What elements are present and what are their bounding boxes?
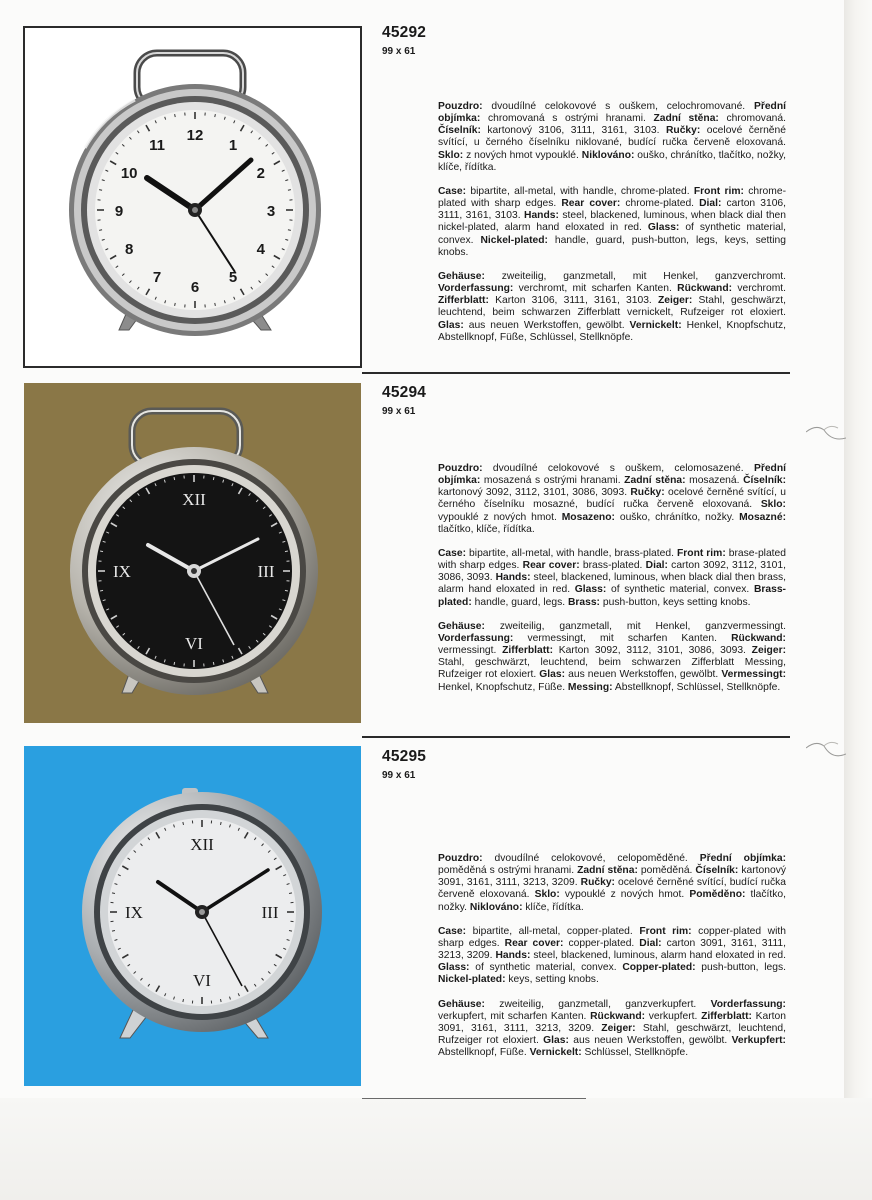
dial-tick: [99, 190, 102, 191]
spec-label: Pouzdro:: [438, 101, 483, 112]
dial-numeral: 4: [256, 241, 265, 258]
spec-text: handle, guard, push-button, legs, keys, setting knobs.: [438, 234, 786, 258]
description-paragraph: [438, 186, 786, 259]
dial-tick: [99, 230, 102, 231]
dial-tick: [221, 999, 222, 1002]
dial-tick: [100, 551, 103, 552]
spec-label: Mosazné:: [739, 511, 786, 523]
spec-text: ocelové černěné svítící, u černého číselníku mosazné, budící ručka červeně eloxovaná.: [438, 487, 786, 511]
product-description: [438, 101, 786, 356]
dial-numeral: 3: [266, 203, 276, 220]
section-divider: [362, 372, 790, 374]
dial-numeral: 5: [228, 268, 238, 286]
dial-tick: [215, 303, 216, 306]
dial-numeral: XII: [182, 490, 206, 509]
spec-text: zweiteilig, ganzmetall, ganzverkupfert.: [484, 998, 711, 1010]
description-paragraph: [438, 101, 786, 174]
dial-tick: [213, 477, 214, 480]
spec-label: Copper-plated:: [622, 962, 696, 974]
spec-text: steel, blackened, luminous, when black dial then brass, alarm hand eloxated in red.: [438, 572, 786, 596]
description-paragraph: [438, 621, 786, 694]
dial-tick: [215, 114, 216, 117]
dial-numeral: VI: [185, 634, 203, 653]
spec-label: Rückwand:: [677, 283, 733, 295]
spec-text: verchromt, mit scharfen Kanten.: [513, 283, 678, 295]
spec-text: Karton 3092, 3112, 3101, 3086, 3093.: [553, 645, 752, 657]
spec-label: Zifferblatt:: [502, 645, 554, 657]
product-photo-45292: [23, 26, 362, 368]
spec-label: Zadní stěna:: [653, 113, 719, 125]
spec-text: carton 3092, 3112, 3101, 3086, 3093.: [438, 560, 786, 584]
dial-numeral: IX: [125, 903, 143, 922]
description-paragraph: [438, 853, 786, 914]
spec-text: Abstellknopf, Füße.: [438, 1047, 530, 1059]
spec-label: Mosazeno:: [561, 511, 615, 523]
model-size: 99 x 61: [382, 46, 416, 57]
spec-label: Case:: [438, 547, 467, 559]
dial-tick: [100, 590, 103, 591]
spec-text: Abstellknopf, Schlüssel, Stellknöpfe.: [612, 681, 781, 693]
dial-tick: [112, 931, 115, 932]
spec-text: copper-plated with sharp edges.: [438, 925, 786, 949]
dial-numeral: 11: [149, 137, 165, 155]
spec-label: Sklo:: [760, 499, 786, 511]
dial-tick: [175, 303, 176, 306]
spec-text: ouško, chránítko, tlačítko, nožky, klíče, řídítka.: [438, 149, 786, 173]
spec-label: Glas:: [438, 319, 464, 331]
spec-text: handle, guard, legs.: [471, 596, 568, 608]
spec-text: z nových hmot vypouklé.: [463, 149, 582, 161]
punch-hole-notch: [806, 738, 846, 768]
spec-text: of synthetic material, convex.: [438, 222, 786, 246]
spec-text: chromovaná s ostrými hranami.: [480, 113, 654, 125]
dial-tick: [221, 822, 222, 825]
spec-label: Rear cover:: [522, 560, 580, 572]
dial-tick: [289, 893, 292, 894]
dial-tick: [183, 999, 184, 1002]
spec-label: Číselník:: [438, 125, 481, 137]
spec-label: Hands:: [495, 572, 531, 584]
dial-numeral: IX: [113, 562, 131, 581]
spec-label: Číselník:: [743, 475, 787, 487]
spec-text: Henkel, Knopfschutz, Füße.: [438, 681, 568, 693]
spec-label: Hands:: [495, 950, 531, 962]
spec-text: dvoudílné celokovové s ouškem, celomosazené.: [482, 463, 754, 474]
spec-text: brass-plated.: [579, 560, 646, 572]
dial-tick: [112, 893, 115, 894]
spec-text: Karton 3106, 3111, 3161, 3103.: [488, 295, 658, 307]
spec-text: poměděná s ostrými hranami.: [438, 865, 578, 877]
spec-label: Front rim:: [639, 925, 692, 937]
spec-label: Sklo:: [438, 149, 464, 161]
spec-text: chrome-plated.: [620, 198, 700, 210]
spec-label: Ručky:: [665, 125, 701, 137]
product-description: [438, 463, 786, 706]
spec-label: Pouzdro:: [438, 463, 483, 474]
spec-label: Glas:: [543, 1035, 569, 1047]
description-paragraph: [438, 463, 786, 536]
dial-tick: [174, 477, 175, 480]
spec-label: Vernickelt:: [529, 1047, 582, 1059]
copper-alarm-clock: [24, 746, 361, 1086]
spec-label: Rear cover:: [561, 198, 621, 210]
spec-label: Rückwand:: [590, 1010, 646, 1022]
spec-label: Přední objímka:: [699, 853, 786, 864]
spec-text: ouško, chránítko, nožky.: [614, 511, 740, 523]
spec-label: Case:: [438, 185, 467, 197]
spec-text: tlačítko, nožky.: [438, 889, 786, 913]
dial-tick: [213, 662, 214, 665]
product-photo-45295: [24, 746, 361, 1086]
spec-label: Pouzdro:: [438, 853, 483, 864]
description-paragraph: [438, 926, 786, 987]
spec-label: Dial:: [645, 560, 668, 572]
spec-label: Gehäuse:: [438, 620, 485, 632]
spec-label: Vermessingt:: [721, 669, 786, 681]
dial-tick: [174, 662, 175, 665]
spec-text: steel, blackened, luminous, when black dial then nickel-plated, alarm hand eloxated in red.: [438, 210, 787, 234]
spec-text: dvoudílné celokovové, celopoměděné.: [482, 853, 700, 864]
spec-text: chrome-plated with sharp edges.: [438, 185, 786, 210]
spec-label: Vorderfassung:: [438, 283, 514, 295]
spec-label: Zadní stěna:: [624, 475, 686, 487]
spec-text: vermessingt, mit scharfen Kanten.: [513, 632, 732, 644]
spec-label: Brass:: [567, 596, 600, 608]
brass-alarm-clock: [24, 383, 361, 723]
section-divider: [362, 736, 790, 738]
spec-label: Přední objímka:: [438, 101, 786, 125]
dial-numeral: 6: [190, 279, 200, 296]
spec-label: Zeiger:: [657, 295, 693, 307]
spec-text: mosazená.: [685, 475, 744, 487]
spec-label: Gehäuse:: [438, 998, 485, 1010]
spec-text: copper-plated.: [563, 937, 640, 949]
dial-numeral: 7: [152, 268, 162, 286]
spec-text: mosazená s ostrými hranami.: [480, 475, 625, 487]
spec-text: of synthetic material, convex.: [469, 962, 623, 974]
spec-text: brase-plated with sharp edges.: [438, 547, 786, 572]
spec-text: bipartite, all-metal, copper-plated.: [466, 925, 640, 937]
spec-label: Glass:: [647, 222, 680, 234]
dial-numeral: XII: [190, 835, 214, 854]
model-size: 99 x 61: [382, 770, 416, 781]
spec-label: Zadní stěna:: [577, 865, 638, 877]
spec-label: Ručky:: [630, 487, 665, 499]
spec-label: Glass:: [574, 584, 607, 596]
spec-text: tlačítko, klíče, řídítka.: [438, 523, 535, 535]
spec-label: Zeiger:: [601, 1022, 636, 1034]
dial-numeral: VI: [193, 971, 211, 990]
spec-text: kartonový 3091, 3161, 3111, 3213, 3209.: [438, 865, 786, 889]
spec-label: Glas:: [539, 669, 566, 681]
spec-text: aus neuen Werkstoffen, gewölbt.: [463, 319, 630, 331]
spec-text: push-button, legs.: [695, 962, 786, 974]
dial-tick: [285, 590, 288, 591]
spec-text: chromovaná.: [718, 113, 786, 125]
spec-text: steel, blackened, luminous, alarm hand eloxated in red.: [530, 950, 786, 962]
spec-label: Nickel-plated:: [438, 974, 506, 986]
dial-numeral: 2: [256, 165, 265, 182]
product-description: [438, 853, 786, 1071]
spec-text: keys, setting knobs.: [505, 974, 599, 986]
spec-label: Zeiger:: [751, 645, 787, 657]
spec-label: Vernickelt:: [629, 319, 682, 331]
description-paragraph: [438, 999, 786, 1060]
spec-label: Vorderfassung:: [438, 632, 514, 644]
model-number: 45295: [382, 748, 427, 765]
spec-text: bipartite, all-metal, with handle, brass-plated.: [466, 547, 677, 559]
spec-text: Henkel, Knopfschutz, Abstellknopf, Füße, Schlüssel, Stellknöpfe.: [438, 319, 786, 343]
spec-text: carton 3106, 3111, 3161, 3103.: [438, 198, 787, 222]
spec-text: verkupfert, mit scharfen Kanten.: [438, 1010, 591, 1022]
spec-label: Rear cover:: [504, 937, 564, 949]
spec-label: Rückwand:: [731, 632, 786, 644]
spec-label: Niklováno:: [581, 149, 635, 161]
spec-label: Zifferblatt:: [438, 295, 489, 307]
spec-text: carton 3091, 3161, 3111, 3213, 3209.: [438, 937, 786, 962]
spec-label: Číselník:: [695, 865, 739, 877]
spec-text: vermessingt.: [438, 645, 503, 657]
spec-text: verchromt.: [732, 283, 786, 295]
spec-label: Zifferblatt:: [701, 1010, 752, 1022]
spec-label: Messing:: [567, 681, 613, 693]
dial-numeral: 12: [186, 127, 204, 144]
model-size: 99 x 61: [382, 406, 416, 417]
spec-label: Front rim:: [693, 185, 744, 197]
spec-text: ocelové černěné svítící, u černého číselníku niklované, budící ručka červeně eloxovaná.: [438, 125, 786, 149]
dial-numeral: III: [257, 562, 275, 581]
dial-numeral: 8: [125, 241, 134, 258]
dial-tick: [183, 822, 184, 825]
chrome-alarm-clock: [25, 28, 360, 366]
model-number: 45294: [382, 384, 427, 401]
model-number: 45292: [382, 24, 427, 41]
spec-text: poměděná.: [637, 865, 696, 877]
spec-label: Front rim:: [676, 547, 726, 559]
spec-label: Verkupfert:: [731, 1035, 786, 1047]
spec-text: klíče, řídítka.: [522, 901, 584, 913]
spec-text: verkupfert.: [645, 1010, 702, 1022]
page-bottom-margin: [0, 1098, 872, 1200]
spec-label: Ručky:: [580, 877, 615, 889]
spec-label: Niklováno:: [469, 901, 523, 913]
page-edge: [844, 0, 872, 1200]
spec-label: Sklo:: [534, 889, 560, 901]
spec-label: Hands:: [524, 210, 559, 222]
spec-label: Dial:: [639, 937, 662, 949]
punch-hole-notch: [806, 418, 846, 448]
spec-text: dvoudílné celokovové s ouškem, celochromované.: [482, 101, 754, 112]
dial-tick: [289, 931, 292, 932]
spec-text: zweiteilig, ganzmetall, mit Henkel, ganzvermessingt.: [484, 620, 786, 632]
dial-numeral: 9: [114, 203, 124, 220]
dial-numeral: 10: [120, 165, 138, 182]
dial-numeral: 1: [228, 137, 238, 155]
spec-label: Nickel-plated:: [480, 234, 548, 246]
spec-label: Gehäuse:: [438, 270, 485, 282]
spec-label: Poměděno:: [689, 889, 746, 901]
spec-text: zweiteilig, ganzmetall, mit Henkel, ganzverchromt.: [484, 270, 786, 282]
section-divider: [362, 1098, 586, 1099]
dial-tick: [175, 114, 176, 117]
spec-text: vypouklé z nových hmot.: [559, 889, 690, 901]
spec-text: bipartite, all-metal, with handle, chrome-plated.: [466, 185, 694, 197]
dial-tick: [288, 190, 291, 191]
dial-tick: [288, 230, 291, 231]
spec-text: aus neuen Werkstoffen, gewölbt.: [565, 669, 722, 681]
spec-text: aus neuen Werkstoffen, gewölbt.: [568, 1035, 732, 1047]
spec-text: Stahl, geschwärzt, leuchtend, beim schwarzen Zifferblatt Messing, Rufzeiger rot eloxiert.: [438, 657, 786, 681]
spec-text: Stahl, geschwärzt, leuchtend, Rufzeiger rot eloxiert.: [438, 1022, 786, 1047]
dial-numeral: III: [261, 903, 279, 922]
dial-tick: [285, 551, 288, 552]
spec-label: Přední objímka:: [438, 463, 786, 487]
spec-text: Stahl, geschwärzt, leuchtend, beim schwarzen Zifferblatt vernickelt, Rufzeiger rot eloxiert.: [438, 295, 786, 319]
spec-text: kartonový 3092, 3112, 3101, 3086, 3093.: [438, 487, 631, 499]
spec-text: push-button, keys setting knobs.: [600, 596, 751, 608]
description-paragraph: [438, 271, 786, 344]
spec-label: Glass:: [438, 962, 470, 974]
spec-text: Karton 3091, 3161, 3111, 3213, 3209.: [438, 1010, 786, 1034]
spec-label: Dial:: [699, 198, 722, 210]
spec-text: Schlüssel, Stellknöpfe.: [581, 1047, 689, 1059]
spec-label: Vorderfassung:: [710, 998, 786, 1010]
spec-text: vypouklé z nových hmot.: [438, 511, 562, 523]
spec-text: ocelové černěné svítící, budící ručka červeně eloxovaná.: [438, 877, 786, 901]
spec-label: Case:: [438, 925, 467, 937]
spec-label: Brass-plated:: [438, 584, 786, 608]
spec-text: of synthetic material, convex.: [606, 584, 754, 596]
spec-text: kartonový 3106, 3111, 3161, 3103.: [480, 125, 666, 137]
product-photo-45294: [24, 383, 361, 723]
description-paragraph: [438, 548, 786, 609]
